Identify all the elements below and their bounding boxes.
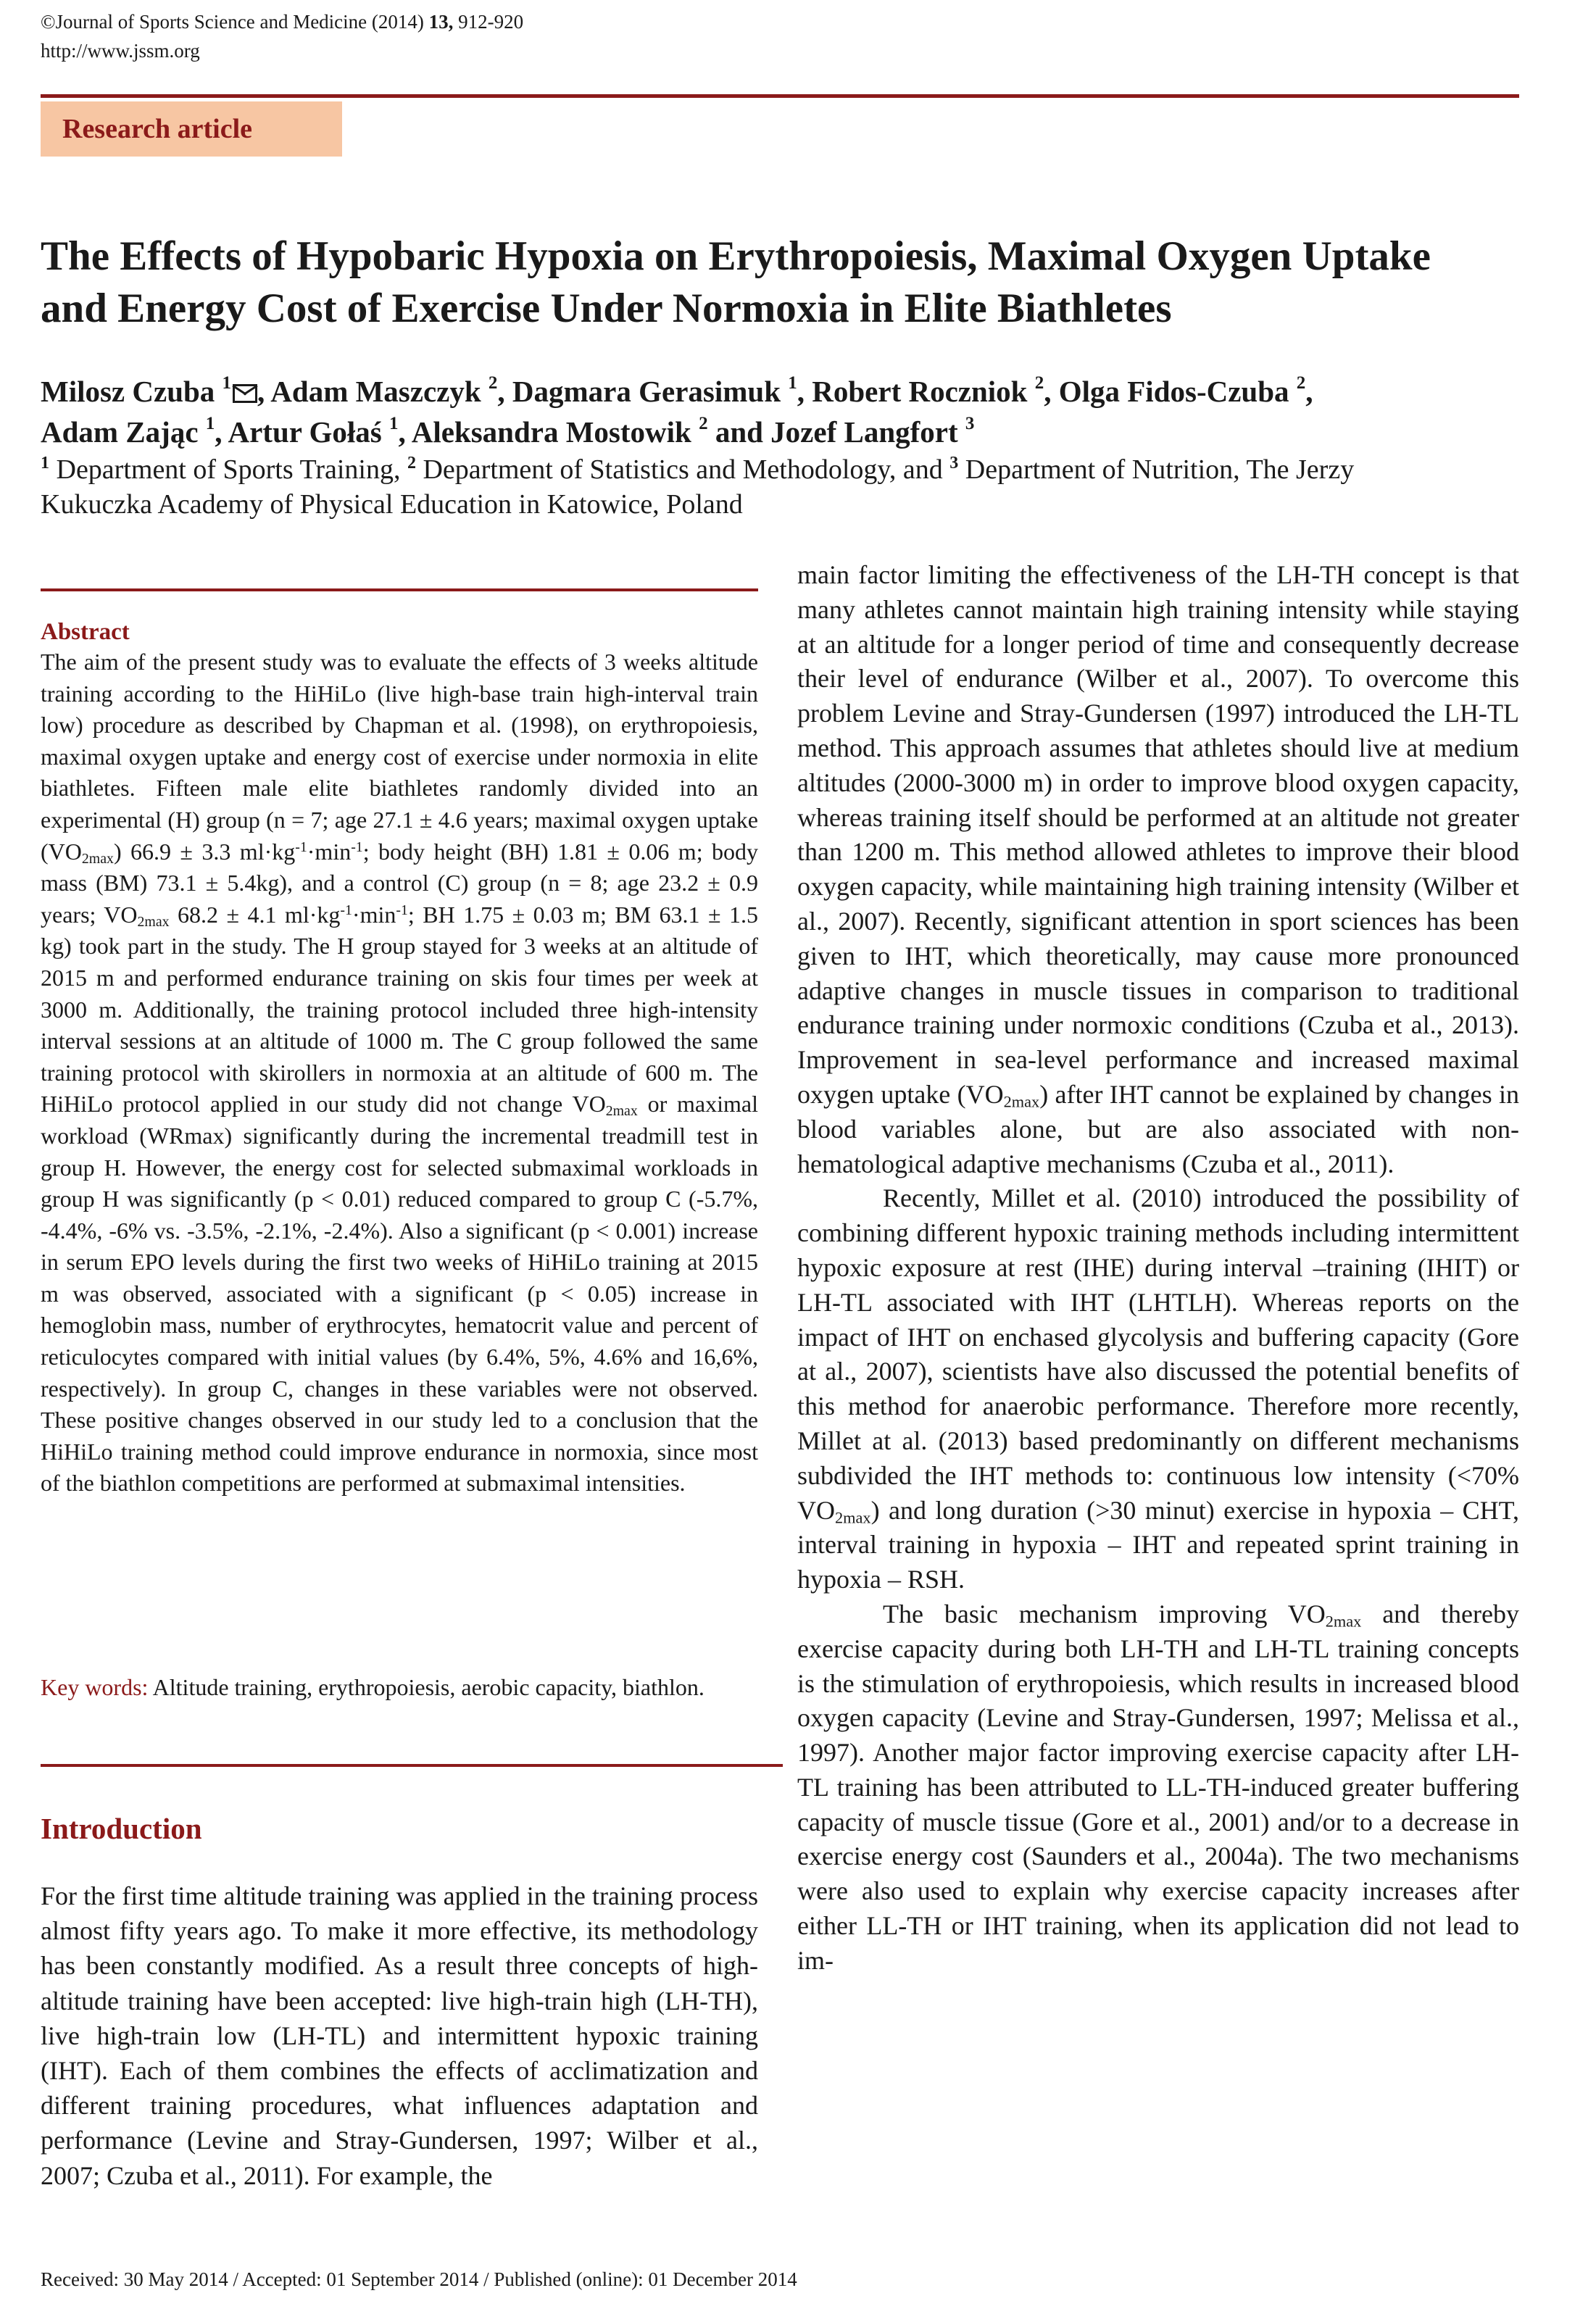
abstract-body: The aim of the present study was to evaluate the effects of 3 weeks altitude training according to the HiHiLo (live high-base train high-interval train low) procedure as described by Chapman et al. (1998), on erythropoiesis, maximal oxygen uptake and energy cost of exercise under normoxia in elite biathletes. Fifteen male elite biathletes randomly divided into an experimental (H) group (n = 7; age 27.1 ± 4.6 years; maximal oxygen uptake $(VO_{2max}) 66.9 \pm 3.3$ $ml\cdot kg^{-1}\cdot\min^{-1}$; body height (BH) 1.81 ± 0.06 m; body mass (BM) 73.1 ± 5.4kg), and a control (C) group (n = 8; age 23.2 ± 0.9 years; $VO_{2max}$ 68.2 ± 4.1 $ml\cdot kg^{-1}\cdot\min^{-1}$; BH 1.75 ± 0.03 m; BM 63.1 ± 1.5 kg) took part in the study. The H group stayed for 3 weeks at an altitude of 2015 m and performed endurance training on skis four times per week at 3000 m. Additionally, the training protocol included three high-intensity interval sessions at an altitude of 1000 m. The C group followed the same training protocol with skirollers in normoxia at an altitude of 600 m. The HiHiLo protocol applied in our study did not change $VO_{2max}$ or maximal workload (WRmax) significantly during the incremental treadmill test in group H. However, the energy cost for selected submaximal workloads in group H was significantly (p < 0.01) reduced compared to group C (-5.7%, -4.4%, -6% vs. -3.5%, -2.1%, -2.4%). Also a significant (p < 0.001) increase in serum EPO levels during the first two weeks of HiHiLo training at 2015 m was observed, associated with a significant (p < 0.05) increase in hemoglobin mass, number of erythrocytes, hematocrit value and percent of reticulocytes compared with initial values (by 6.4%, 5%, 4.6% and 16,6%, respectively). In group C, changes in these variables were not observed. These positive changes observed in our study led to a conclusion that the HiHiLo training method could improve endurance in normoxia, since most of the biathlon competitions are performed at submaximal intensities. — [41, 649, 759, 1497]
journal-url[interactable]: http://www.jssm.org — [41, 40, 200, 62]
abstract-bottom-rule — [41, 1764, 783, 1767]
article-type-badge: Research article — [41, 101, 342, 157]
affiliations: $^1$ Department of Sports Training, $^2$ Department of Statistics and Methodology, and $^3$ Department of Nutrition, The Jerzy Kukuczka Academy of Physical Education in Katowice, Poland — [41, 454, 1355, 520]
author-list — [41, 371, 1519, 452]
email-icon[interactable] — [233, 384, 257, 403]
journal-citation: ©Journal of Sports Science and Medicine (2014) 13, 912-920 — [41, 11, 524, 33]
journal-header — [41, 7, 523, 65]
abstract-heading: Abstract — [41, 619, 130, 645]
paragraph: Recently, Millet et al. (2010) introduced the possibility of combining different hypoxic training methods including intermittent hypoxic exposure at rest (IHE) during interval –training (IHIT) or LH-TL associated with IHT (LHTLH). Whereas reports on the impact of IHT on enchased glycolysis and buffering capacity (Gore at al., 2007), scientists have also discussed the potential benefits of this method for anaerobic performance. Therefore more recently, Millet at al. (2013) based predominantly on different mechanisms subdivided the IHT methods to: continuous low intensity (<70% $VO_{2max}$) and long duration (>30 minut) exercise in hypoxia – CHT, interval training in hypoxia – IHT and repeated sprint training in hypoxia – RSH. — [797, 1183, 1519, 1594]
author-line-1: Milosz Czuba $^1$ , Adam Maszczyk $^2$, Dagmara Gerasimuk $^1$, Robert Roczniok $^2$, Olga Fidos-Czuba $^2$, — [41, 373, 1313, 408]
paragraph: main factor limiting the effectiveness of the LH-TH concept is that many athletes cannot maintain high training intensity while staying at an altitude for a longer period of time and consequently decrease their level of endurance (Wilber et al., 2007). To overcome this problem Levine and Stray-Gundersen (1997) introduced the LH-TL method. This approach assumes that athletes should live at medium altitudes (2000-3000 m) in order to improve blood oxygen capacity, whereas training itself should be performed at an altitude not greater than 1200 m. This method allowed athletes to improve their blood oxygen capacity, while maintaining high training intensity (Wilber et al., 2007). Recently, significant attention in sport sciences has been given to IHT, which theoretically, may cause more pronounced adaptive changes in muscle tissues in comparison to traditional endurance training under normoxic conditions (Czuba et al., 2013). Improvement in sea-level performance and increased maximal oxygen uptake $(VO_{2max})$ after IHT cannot be explained by changes in blood variables alone, but are also associated with non-hematological adaptive mechanisms (Czuba et al., 2011). — [797, 560, 1519, 1178]
introduction-heading: Introduction — [41, 1812, 202, 1845]
paragraph: The basic mechanism improving $VO_{2max}$ and thereby exercise capacity during both LH-TH and LH-TL training concepts is the stimulation of erythropoiesis, which results in increased blood oxygen capacity (Levine and Stray-Gundersen, 1997; Melissa et al., 1997). Another major factor improving exercise capacity after LH-TL training has been attributed to LL-TH-induced greater buffering capacity of muscle tissue (Gore et al., 2001) and/or to a decrease in exercise energy cost (Saunders et al., 2004a). The two mechanisms were also used to explain why exercise capacity increases after either LL-TH or IHT training, when its application did not lead to im- — [797, 1599, 1519, 1975]
right-column-text — [797, 558, 1519, 1978]
author-line-2: Adam Zając $^1$, Artur Gołaś $^1$, Aleksandra Mostowik $^2$ and Jozef Langfort $^3$ — [41, 414, 975, 449]
header-rule — [41, 94, 1519, 98]
introduction-body: For the first time altitude training was applied in the training process almost fifty years ago. To make it more effective, its methodology has been constantly modified. As a result three concepts of high-altitude training have been accepted: live high-train high (LH-TH), live high-train low (LH-TL) and intermittent hypoxic training (IHT). Each of them combines the effects of acclimatization and different training procedures, what influences adaptation and performance (Levine and Stray-Gundersen, 1997; Wilber et al., 2007; Czuba et al., 2011). For example, the — [41, 1881, 758, 2190]
abstract-top-rule — [41, 588, 758, 591]
keywords: Key words: Altitude training, erythropoiesis, aerobic capacity, biathlon. — [41, 1674, 705, 1700]
article-title: The Effects of Hypobaric Hypoxia on Erythropoiesis, Maximal Oxygen Uptake and Energy Cost of Exercise Under Normoxia in Elite Biathletes — [41, 233, 1431, 331]
keywords-label: Key words: — [41, 1674, 149, 1700]
publication-dates-footer: Received: 30 May 2014 / Accepted: 01 September 2014 / Published (online): 01 December 2014 — [41, 2268, 797, 2290]
